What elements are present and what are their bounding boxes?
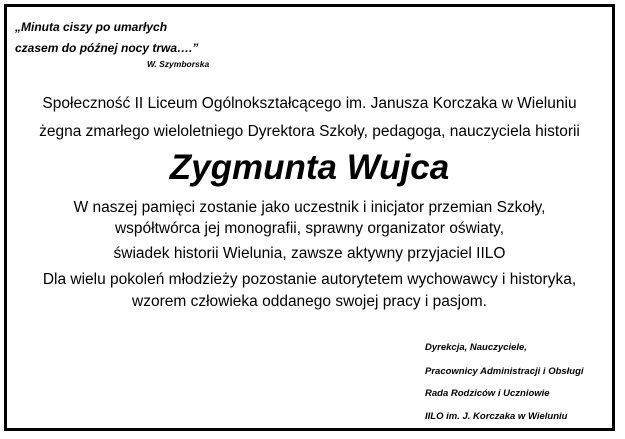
body-line-2: współtwórca jej monografii, sprawny organizator oświaty, (114, 220, 505, 237)
intro-line-1: Społeczność II Liceum Ogólnokształcącego im. Janusza Korczaka w Wieluniu (42, 95, 577, 112)
epigraph-line-1: „Minuta ciszy po umarłych (15, 20, 168, 34)
body-line-3: świadek historii Wielunia, zawsze aktywny przyjaciel IILO (113, 245, 506, 262)
signature-line-3: Rada Rodziców i Uczniowie (425, 388, 550, 399)
epigraph-quote (15, 17, 198, 59)
obituary-frame (4, 4, 615, 431)
epigraph-line-2: czasem do późnej nocy trwa….” (15, 41, 199, 55)
body-line-4: Dla wielu pokoleń młodzieży pozostanie autorytetem wychowawcy i historyka, (42, 271, 577, 288)
signature-line-1: Dyrekcja, Nauczyciele, (425, 342, 527, 353)
body-line-1: W naszej pamięci zostanie jako uczestnik i inicjator przemian Szkoły, (73, 199, 546, 216)
deceased-name: Zygmunta Wujca (169, 148, 450, 187)
body-line-5: wzorem człowieka oddanego swojej pracy i pasjom. (132, 293, 487, 310)
signature-line-2: Pracownicy Administracji i Obsługi (425, 366, 584, 377)
intro-line-2: żegna zmarłego wieloletniego Dyrektora Szkoły, pedagoga, nauczyciela historii (39, 123, 580, 140)
signature-line-4: IILO im. J. Korczaka w Wieluniu (425, 411, 568, 422)
epigraph-author: W. Szymborska (147, 59, 210, 69)
